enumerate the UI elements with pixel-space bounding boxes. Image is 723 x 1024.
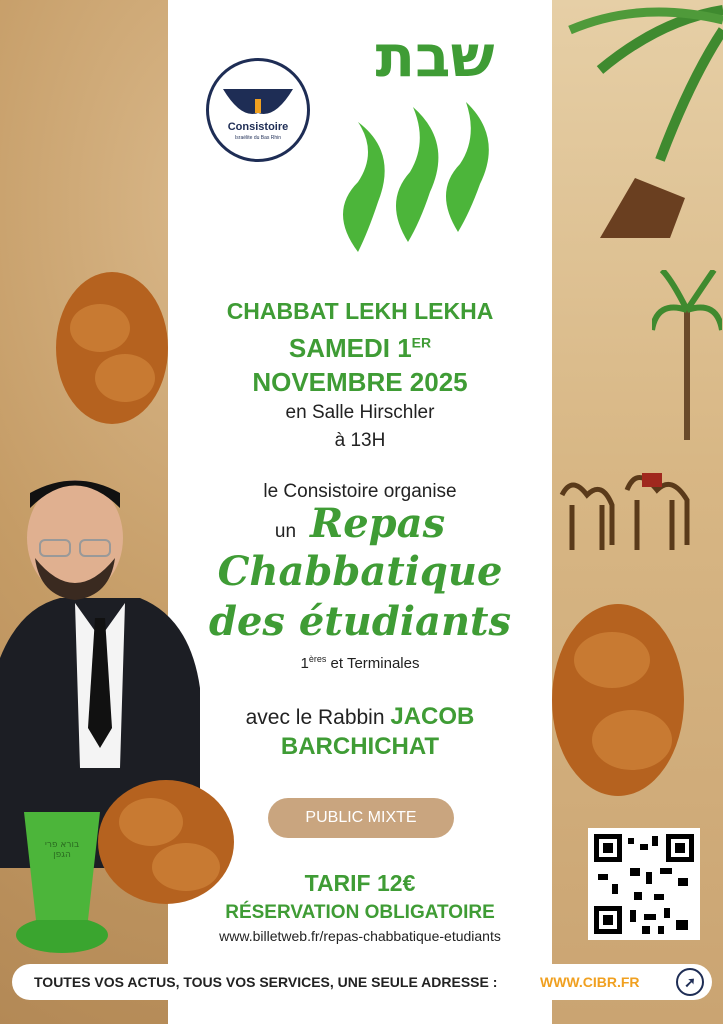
public-mixte-badge: PUBLIC MIXTE [268,798,454,838]
event-location: en Salle Hirschler [285,402,435,423]
reservation-url[interactable]: www.billetweb.fr/repas-chabbatique-etudiants [219,928,501,944]
qr-code[interactable] [588,828,700,940]
organizer-text: le Consistoire organise [263,481,457,502]
tarif-text: TARIF 12€ [304,870,416,896]
rabbi-line1: avec le Rabbin JACOB [245,703,475,730]
challah-bread-right [552,600,692,800]
logo-name: Consistoire [227,121,289,133]
logo-subtitle: Israélite du Bas Rhin [234,135,282,141]
headline-line3: des étudiants [208,598,512,645]
event-date-line2: NOVEMBRE 2025 [252,367,468,397]
tent-icon [600,168,690,248]
logo-emblem-icon [221,79,295,119]
camel-caravan-icon [552,455,702,565]
challah-bread-top-left [50,268,168,430]
kiddush-cup [16,800,108,960]
cursor-icon[interactable]: ➚ [676,968,704,996]
consistoire-logo [206,58,310,162]
palm-tree-icon [652,270,722,450]
headline-line1: un Repas [274,500,446,547]
headline-line2: Chabbatique [217,548,503,595]
event-title: CHABBAT LEKH LEKHA [226,298,494,324]
palm-leaves-icon [540,0,723,170]
flames-icon [318,92,508,257]
qr-code-icon [594,834,694,934]
audience-text: 1ères et Terminales [300,654,420,672]
footer-text: TOUTES VOS ACTUS, TOUS VOS SERVICES, UNE SEULE ADRESSE : [34,974,498,990]
footer-website-link[interactable]: WWW.CIBR.FR [540,974,640,990]
rabbi-line2: BARCHICHAT [280,733,440,760]
event-time: à 13H [334,430,386,451]
hebrew-title: שבת [375,22,495,90]
footer-bar [12,964,712,1000]
event-date-line1: SAMEDI 1ER [288,333,432,363]
kiddush-cup-inscription: בורא פרי הגפן [44,840,80,860]
reservation-text: RÉSERVATION OBLIGATOIRE [225,902,495,923]
